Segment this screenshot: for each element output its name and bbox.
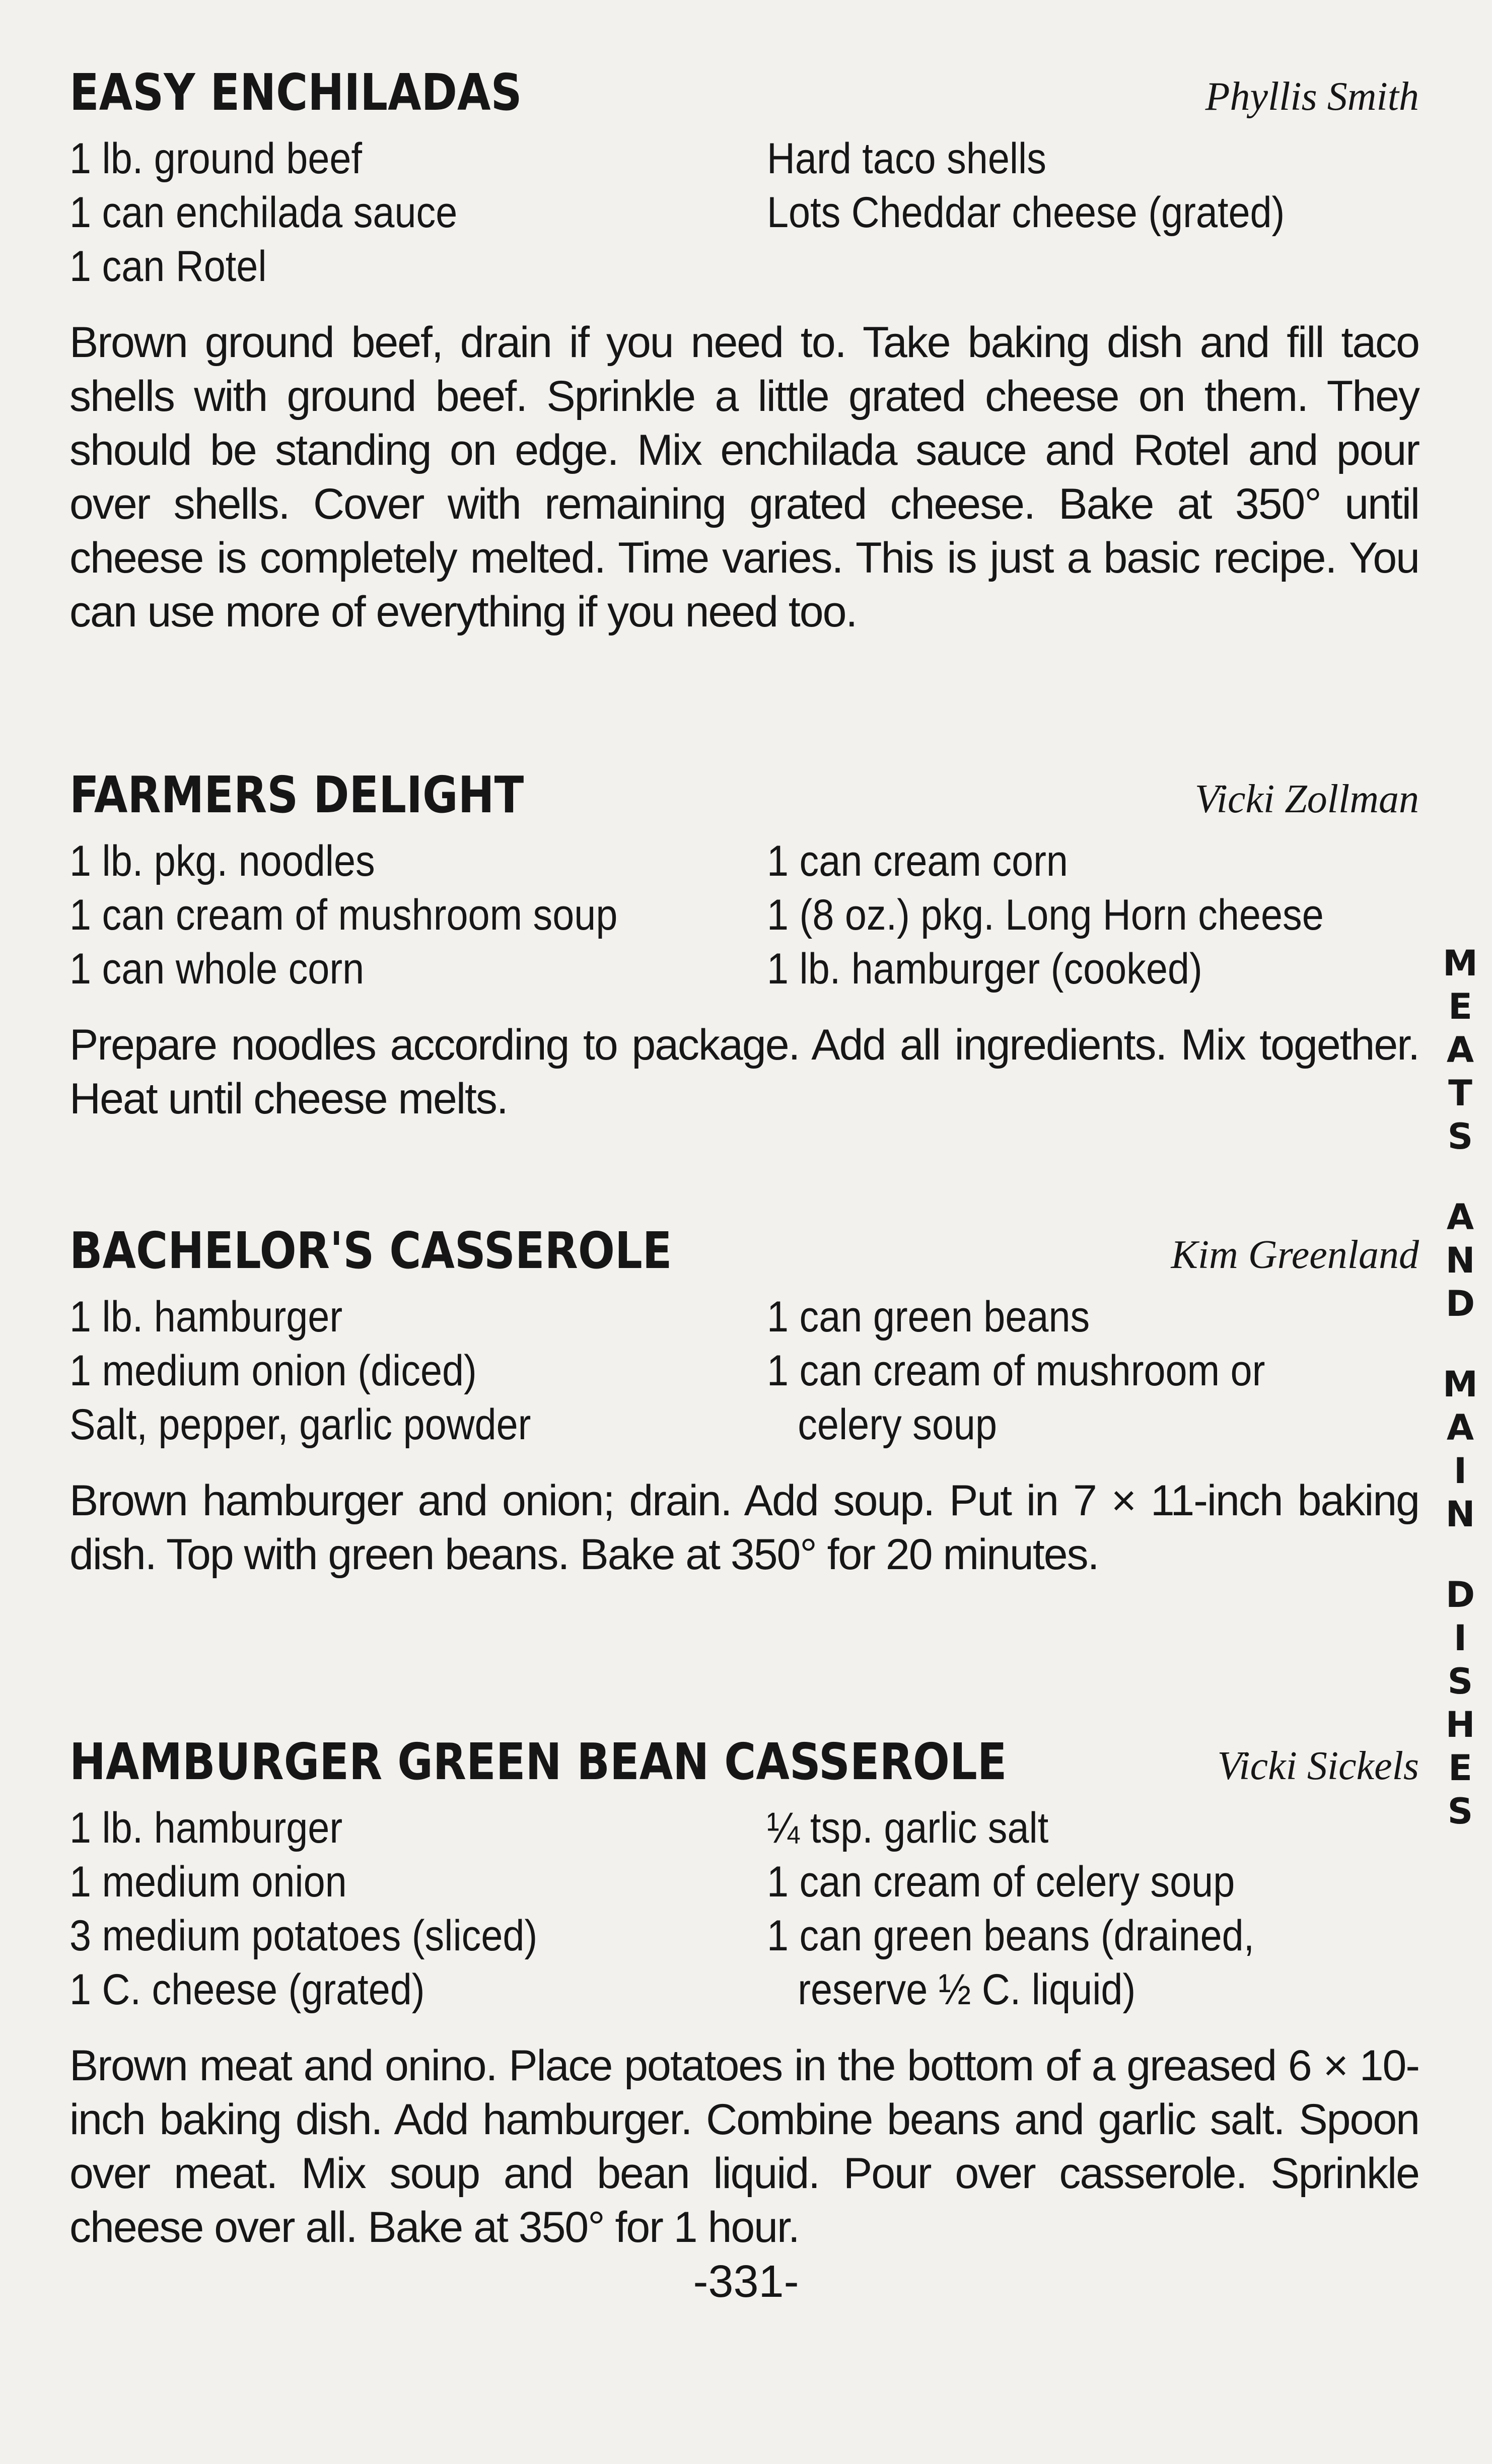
section-tab-letter: D	[1445, 1283, 1475, 1324]
section-tab-letter: S	[1447, 1661, 1473, 1702]
ingredient: 1 lb. ground beef	[69, 134, 362, 183]
section-tab-letter: H	[1445, 1704, 1475, 1745]
ingredient: 1 lb. hamburger (cooked)	[767, 945, 1202, 993]
ingredient: 1 medium onion (diced)	[69, 1347, 477, 1395]
ingredients-left-column	[69, 132, 767, 294]
ingredient: Lots Cheddar cheese (grated)	[767, 188, 1285, 237]
recipe-contributor: Vicki Zollman	[1194, 777, 1419, 821]
section-tab-letter: I	[1453, 1617, 1467, 1659]
ingredients-right-column	[767, 1290, 1419, 1452]
ingredients-left-column	[69, 1290, 767, 1452]
ingredient: Salt, pepper, garlic powder	[69, 1400, 531, 1449]
section-tab-letter: E	[1448, 1747, 1472, 1789]
section-tab-letter: T	[1448, 1073, 1472, 1114]
ingredient: reserve ½ C. liquid)	[798, 1965, 1136, 2014]
section-tab-letter: I	[1453, 1450, 1467, 1492]
ingredients	[69, 834, 1419, 996]
ingredient: 1 (8 oz.) pkg. Long Horn cheese	[767, 891, 1324, 939]
recipe-header	[69, 1221, 1419, 1280]
section-tab-word	[1446, 1195, 1475, 1325]
recipe-header	[69, 63, 1419, 122]
ingredients	[69, 132, 1419, 294]
ingredient: 1 can cream of mushroom or	[767, 1347, 1265, 1395]
section-tab-letter: M	[1443, 1364, 1478, 1405]
ingredient: 1 can cream corn	[767, 837, 1068, 885]
ingredient: 1 C. cheese (grated)	[69, 1965, 425, 2014]
page-number: -331-	[693, 2257, 799, 2307]
section-tab-letter: A	[1446, 1029, 1474, 1071]
ingredient: ¼ tsp. garlic salt	[767, 1804, 1049, 1852]
recipe-contributor: Kim Greenland	[1171, 1233, 1419, 1277]
section-tab-word	[1443, 942, 1478, 1158]
recipe-hamburger-green-bean-casserole	[69, 1732, 1419, 2255]
section-tab-letter: S	[1447, 1791, 1473, 1832]
recipe-bachelors-casserole	[69, 1221, 1419, 1582]
recipe-directions: Brown hamburger and onion; drain. Add soup. Put in 7 × 11-inch baking dish. Top with green beans. Bake at 350° for 20 minutes.	[69, 1476, 1419, 1579]
recipe-title: FARMERS DELIGHT	[69, 765, 524, 824]
ingredient: 1 lb. hamburger	[69, 1293, 343, 1341]
section-tab-letter: S	[1447, 1116, 1473, 1157]
ingredients-right-column	[767, 1801, 1419, 2017]
section-tab-word	[1446, 1573, 1475, 1833]
ingredients-left-column	[69, 834, 767, 996]
ingredient: 1 medium onion	[69, 1858, 347, 1906]
ingredient: 1 lb. hamburger	[69, 1804, 343, 1852]
section-tab-letter: N	[1445, 1240, 1475, 1281]
recipe-directions: Brown meat and onino. Place potatoes in the bottom of a greased 6 × 10-inch baking dish. Add hamburger. Combine beans and garlic salt. Spoon over meat. Mix soup and bean liquid. Pour over casserole. Sprinkle cheese over all. Bake at 350° for 1 hour.	[69, 2041, 1419, 2251]
recipe-title: EASY ENCHILADAS	[69, 63, 522, 122]
ingredient: 1 can whole corn	[69, 945, 365, 993]
ingredient: 1 lb. pkg. noodles	[69, 837, 375, 885]
ingredients-left-column	[69, 1801, 767, 2017]
ingredients	[69, 1801, 1419, 2017]
ingredient: 1 can green beans	[767, 1293, 1090, 1341]
ingredient: 3 medium potatoes (sliced)	[69, 1912, 538, 1960]
section-tab-letter: M	[1443, 943, 1478, 984]
section-tab-word	[1443, 1363, 1478, 1536]
ingredient: Hard taco shells	[767, 134, 1046, 183]
recipe-easy-enchiladas	[69, 63, 1419, 639]
ingredient: 1 can cream of mushroom soup	[69, 891, 618, 939]
ingredient: 1 can green beans (drained,	[767, 1912, 1255, 1960]
recipe-header	[69, 765, 1419, 824]
section-tab-letter: A	[1446, 1407, 1474, 1448]
section-tab	[1438, 942, 1483, 1833]
recipe-title: HAMBURGER GREEN BEAN CASSEROLE	[69, 1732, 1007, 1791]
recipe-directions: Brown ground beef, drain if you need to. Take baking dish and fill taco shells with ground beef. Sprinkle a little grated cheese on them. They should be standing on edge. Mix enchilada sauce and Rotel and pour over shells. Cover with remaining grated cheese. Bake at 350° until cheese is completely melted. Time varies. This is just a basic recipe. You can use more of everything if you need too.	[69, 318, 1419, 636]
ingredients-right-column	[767, 834, 1419, 996]
section-tab-letter: N	[1445, 1494, 1475, 1535]
ingredient: 1 can Rotel	[69, 242, 267, 291]
recipe-farmers-delight	[69, 765, 1419, 1126]
section-tab-letter: A	[1446, 1196, 1474, 1238]
recipe-title: BACHELOR'S CASSEROLE	[69, 1221, 672, 1280]
recipe-directions: Prepare noodles according to package. Add all ingredients. Mix together. Heat until cheese melts.	[69, 1021, 1419, 1123]
ingredient: 1 can cream of celery soup	[767, 1858, 1235, 1906]
section-tab-letter: D	[1445, 1574, 1475, 1615]
recipe-contributor: Vicki Sickels	[1217, 1744, 1419, 1788]
ingredient: celery soup	[798, 1400, 998, 1449]
ingredients-right-column	[767, 132, 1419, 294]
recipe-header	[69, 1732, 1419, 1791]
recipe-contributor: Phyllis Smith	[1205, 75, 1419, 119]
section-tab-letter: E	[1448, 986, 1472, 1027]
ingredient: 1 can enchilada sauce	[69, 188, 458, 237]
ingredients	[69, 1290, 1419, 1452]
